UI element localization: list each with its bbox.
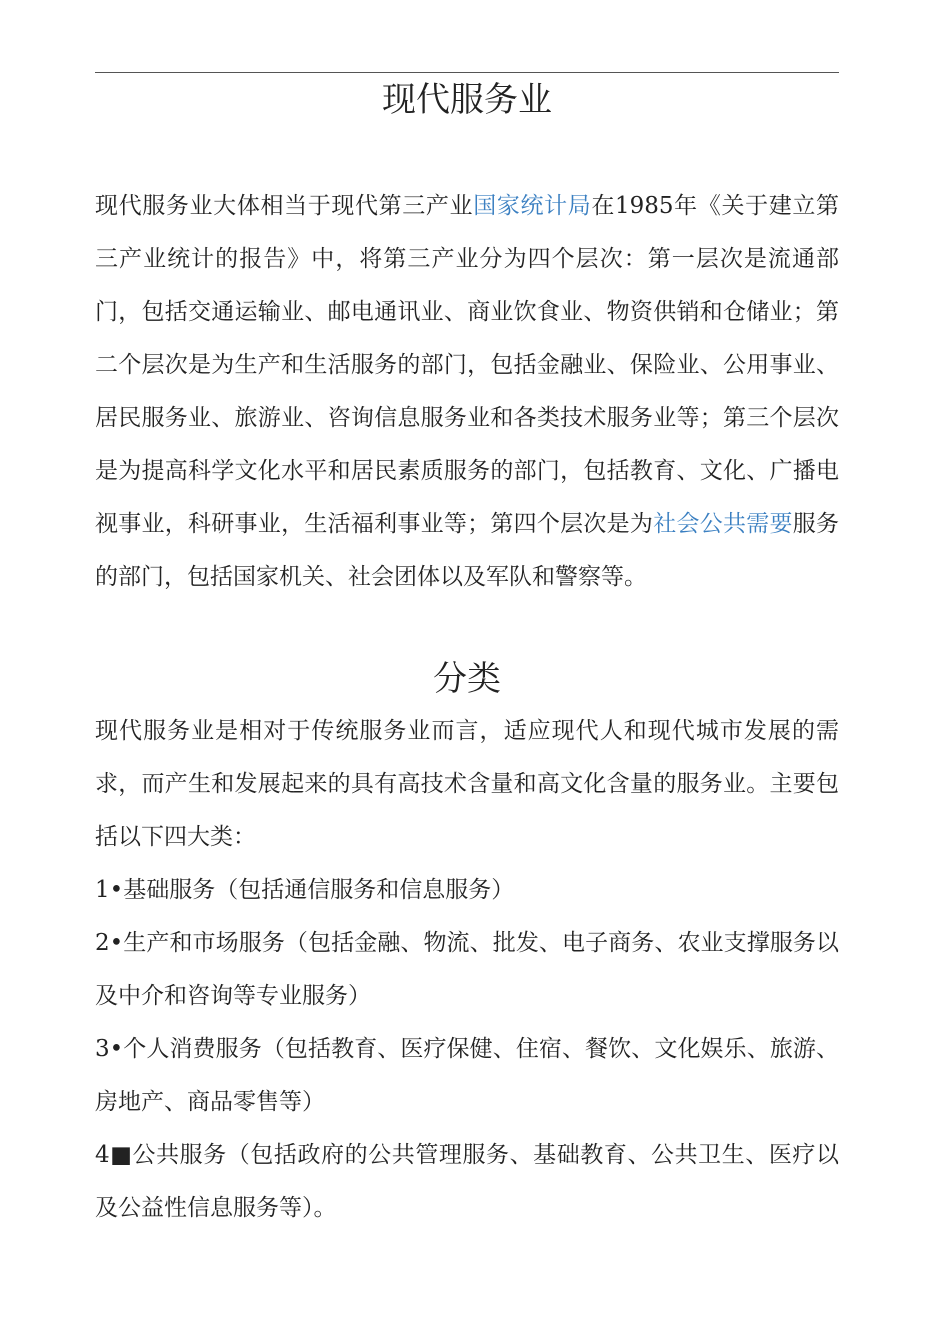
intro-text-3: 服务的部门，包括国家机关、社会团体以及军队和警察等。 [95,511,840,590]
intro-paragraph [95,180,839,604]
header-rule [95,72,839,73]
list-item: 2•生产和市场服务（包括金融、物流、批发、电子商务、农业支撑服务以及中介和咨询等专业服务） [95,930,839,1009]
classification-paragraph: 现代服务业是相对于传统服务业而言，适应现代人和现代城市发展的需求，而产生和发展起来的具有高技术含量和高文化含量的服务业。主要包括以下四大类： [95,718,839,850]
intro-text-1: 现代服务业大体相当于现代第三产业 [95,193,474,219]
link-social-public-needs[interactable]: 社会公共需要 [653,511,793,537]
section-heading-classification: 分类 [433,659,501,699]
list-item: 1•基础服务（包括通信服务和信息服务） [95,877,515,903]
list-item: 3•个人消费服务（包括教育、医疗保健、住宿、餐饮、文化娱乐、旅游、房地产、商品零售等） [95,1036,839,1115]
page-title: 现代服务业 [382,80,552,120]
category-list [95,864,839,1235]
list-item: 4■公共服务（包括政府的公共管理服务、基础教育、公共卫生、医疗以及公益性信息服务等）。 [95,1142,839,1221]
link-national-bureau-of-statistics[interactable]: 国家统计局 [473,193,592,219]
intro-text-2: 在1985年《关于建立第三产业统计的报告》中，将第三产业分为四个层次：第一层次是流通部门，包括交通运输业、邮电通讯业、商业饮食业、物资供销和仓储业；第二个层次是为生产和生活服务的部门，包括金融业、保险业、公用事业、居民服务业、旅游业、咨询信息服务业和各类技术服务业等；第三个层次是为提高科学文化水平和居民素质服务的部门，包括教育、文化、广播电视事业，科研事业，生活福利事业等；第四个层次是为 [95,193,839,537]
